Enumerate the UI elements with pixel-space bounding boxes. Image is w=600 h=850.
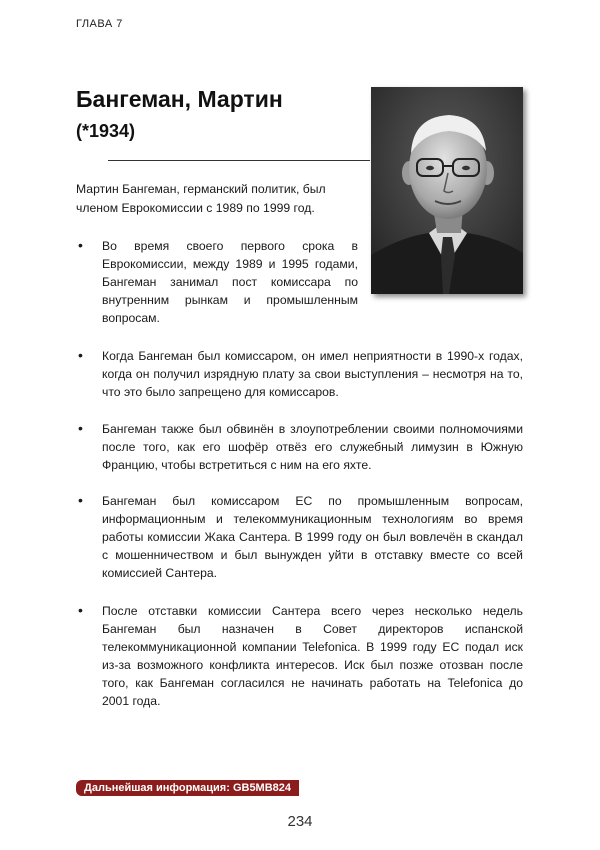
intro-paragraph: Мартин Бангеман, германский политик, был членом Еврокомиссии с 1989 по 1999 год. xyxy=(76,182,326,215)
list-item-text: Когда Бангеман был комиссаром, он имел неприятности в 1990-х годах, когда он получил изрядную плату за свои выступления – несмотря на то, что это было запрещено для комиссаров. xyxy=(102,349,523,399)
portrait-photo xyxy=(371,87,523,294)
page-number: 234 xyxy=(287,813,313,830)
person-name: Бангеман, Мартин xyxy=(76,86,283,112)
bullet-icon: • xyxy=(78,492,83,508)
bullet-icon: • xyxy=(78,420,83,436)
bullet-icon: • xyxy=(78,347,83,363)
list-item-text: Во время своего первого срока в Еврокомиссии, между 1989 и 1995 годами, Бангеман занимал пост комиссара по внутренним рынкам и промышленным вопросам. xyxy=(102,239,358,325)
list-item xyxy=(78,420,523,474)
bullet-icon: • xyxy=(78,237,83,253)
further-info-badge: Дальнейшая информация: GB5MB824 xyxy=(76,780,299,796)
list-item-text: После отставки комиссии Сантера всего через несколько недель Бангеман был назначен в Совет директоров испанской телекоммуникационной компании Telefonica. В 1999 году ЕС подал иск из-за возможного конфликта интересов. Иск был позже отозван после того, как Бангеман согласился не начинать работать на Telefonica до 2001 года. xyxy=(102,604,523,708)
chapter-header: ГЛАВА 7 xyxy=(76,18,123,30)
list-item xyxy=(78,237,358,327)
list-item xyxy=(78,602,523,710)
bullet-icon: • xyxy=(78,602,83,618)
title-divider xyxy=(108,160,370,161)
person-birth-year: (*1934) xyxy=(76,121,136,141)
list-item xyxy=(78,492,523,582)
list-item xyxy=(78,347,523,401)
list-item-text: Бангеман также был обвинён в злоупотреблении своими полномочиями после того, как его шофёр отвёз его служебный лимузин в Южную Францию, чтобы встретиться с ним на его яхте. xyxy=(102,422,523,472)
list-item-text: Бангеман был комиссаром ЕС по промышленным вопросам, информационным и телекоммуникационным технологиям во время работы комиссии Жака Сантера. В 1999 году он был вовлечён в скандал с мошенничеством и был вынужден уйти в отставку вместе со всей комиссией Сантера. xyxy=(102,494,523,580)
